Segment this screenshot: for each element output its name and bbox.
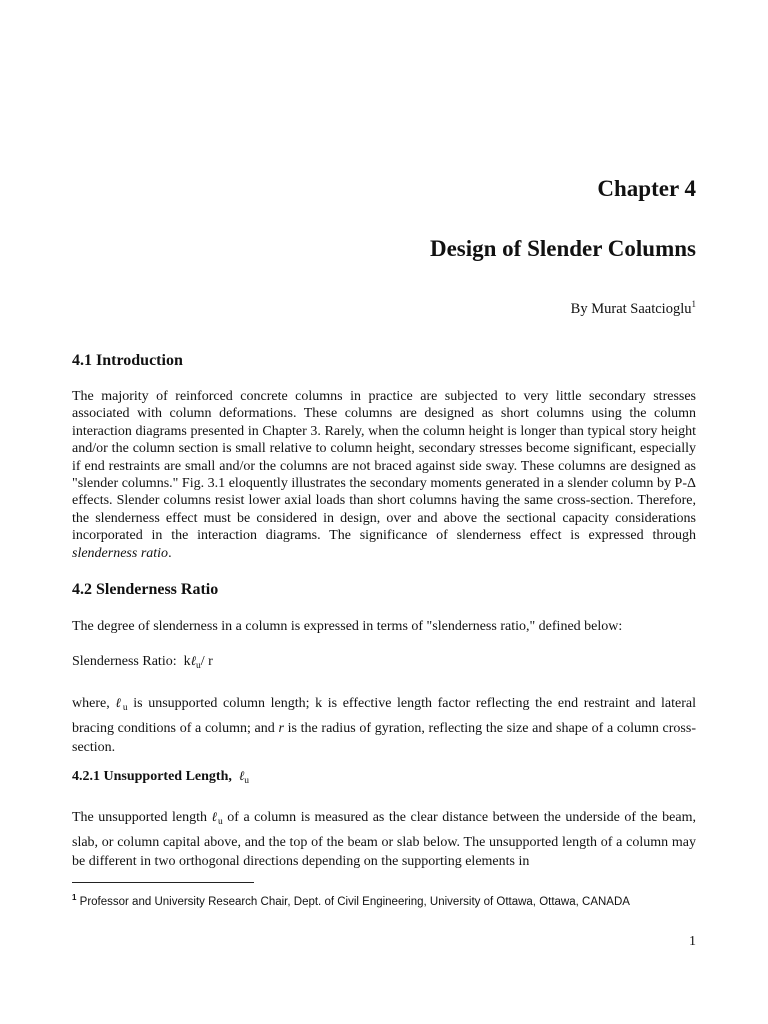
introduction-emphasis: slenderness ratio <box>72 545 169 561</box>
subsection-heading-subscript: u <box>244 776 250 786</box>
formula-rest: / r <box>200 654 213 669</box>
where-text-3: is the radius of gyration, reflecting the size and shape of a column cross-section. <box>72 720 696 755</box>
introduction-paragraph <box>72 388 696 562</box>
document-page <box>72 0 696 1024</box>
where-ell: ℓ <box>115 696 123 711</box>
formula-ell: ℓ <box>190 654 197 669</box>
formula-subscript: u <box>196 661 201 671</box>
where-text-2: is unsupported column length; k is effective length factor reflecting the end restraint and lateral bracing conditions of a column; and <box>72 696 697 736</box>
slenderness-intro-paragraph: The degree of slenderness in a column is expressed in terms of "slenderness ratio," defined below: <box>72 619 623 634</box>
slenderness-formula <box>72 653 696 675</box>
formula-label: Slenderness Ratio: <box>72 654 177 669</box>
subsection-heading-text: 4.2.1 Unsupported Length, <box>72 769 232 784</box>
footnote-text: Professor and University Research Chair, Dept. of Civil Engineering, University of Ottawa, Ottawa, CANADA <box>76 895 630 908</box>
chapter-title: Design of Slender Columns <box>429 236 696 261</box>
author-footnote-mark: 1 <box>691 299 696 309</box>
subsection-heading-unsupported-length <box>72 768 249 786</box>
author-line <box>571 296 696 318</box>
unsupported-text-2: of a column is measured as the clear distance between the underside of the beam, slab, or column capital above, and the top of the beam or slab below. The unsupported length of a column may be different in two orthogonal directions depending on the supporting elements in <box>72 810 696 869</box>
footnote-mark: 1 <box>72 893 77 902</box>
footnote-divider <box>72 882 254 883</box>
page-number: 1 <box>689 934 696 949</box>
footnote <box>72 889 630 911</box>
introduction-period: . <box>168 545 172 561</box>
formula-k: k <box>183 654 191 669</box>
unsupported-length-paragraph <box>72 808 696 872</box>
section-heading-introduction: 4.1 Introduction <box>72 352 183 369</box>
section-heading-slenderness-ratio: 4.2 Slenderness Ratio <box>72 581 219 598</box>
where-text-1: where, <box>72 696 116 711</box>
unsupported-text-1: The unsupported length <box>72 810 212 825</box>
author-name: By Murat Saatcioglu <box>570 300 692 317</box>
unsupported-ell: ℓ <box>211 810 218 825</box>
subsection-heading-ell: ℓ <box>238 769 245 784</box>
where-subscript: u <box>122 703 128 713</box>
chapter-number: Chapter 4 <box>597 176 696 201</box>
introduction-text: The majority of reinforced concrete columns in practice are subjected to very little secondary stresses associated with column deformations. These columns are designed as short columns using the column interaction diagrams presented in Chapter 3. Rarely, when the column height is longer than typical story height and/or the column section is small relative to column height, secondary stresses become significant, especially if end restraints are small and/or the columns are not braced against side sway. These columns are designed as "slender columns." Fig. 3.1 eloquently illustrates the secondary moments generated in a slender column by P-Δ effects. Slender columns resist lower axial loads than short columns having the same cross-section. Therefore, the slenderness effect must be considered in design, over and above the sectional capacity considerations incorporated in the interaction diagrams. The significance of slenderness effect is expressed through <box>72 389 696 544</box>
where-r: r <box>278 720 284 736</box>
unsupported-subscript: u <box>217 817 223 827</box>
slenderness-where-paragraph <box>72 694 696 758</box>
